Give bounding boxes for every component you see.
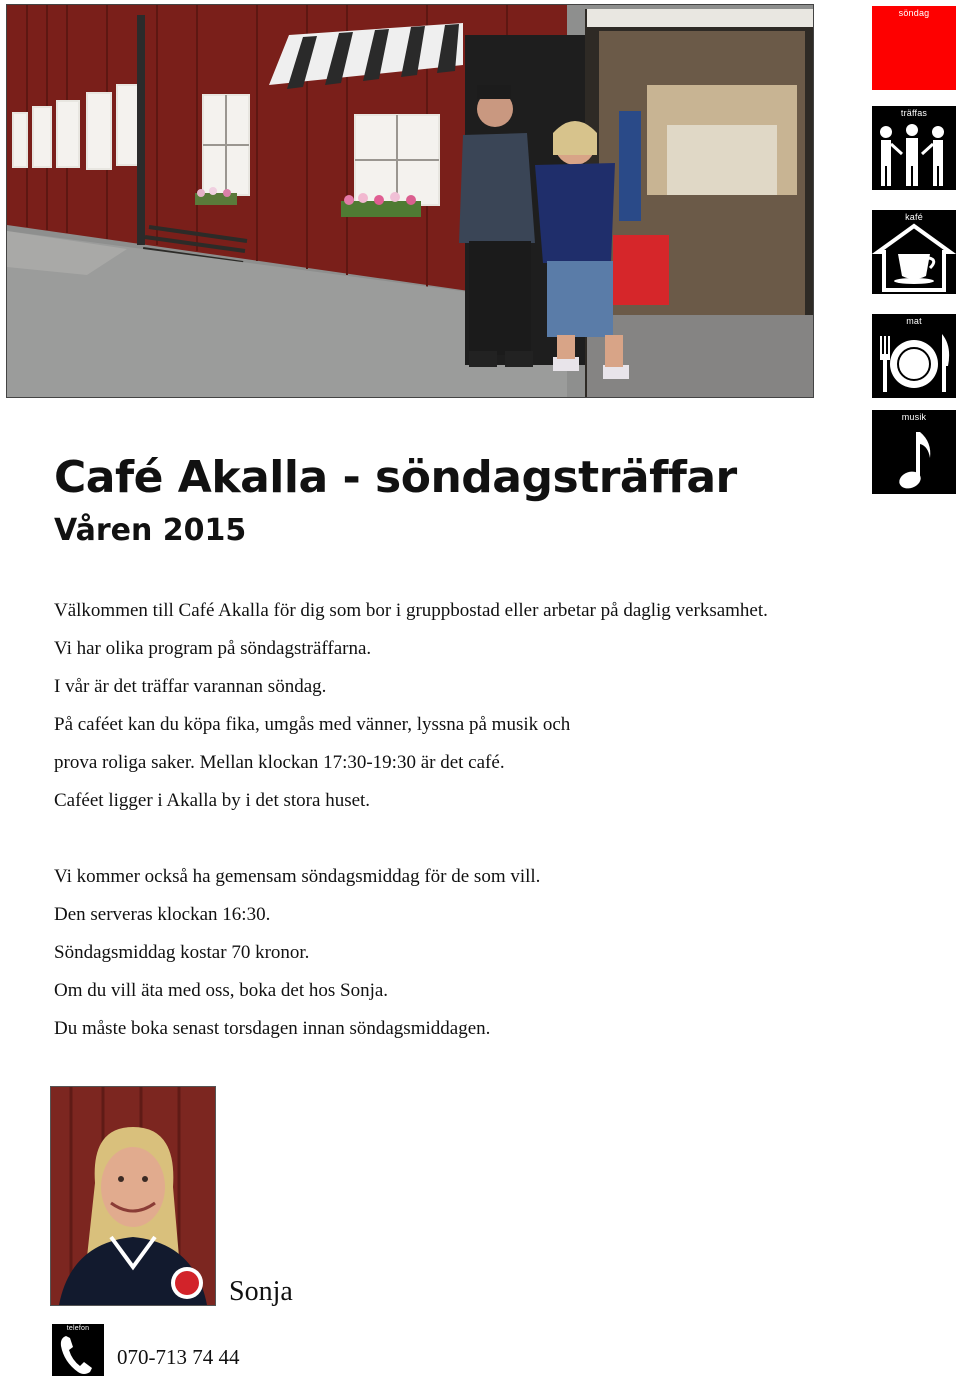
sunday-icon — [872, 6, 956, 90]
cafe-building-image — [7, 5, 813, 397]
hero-photo — [6, 4, 814, 398]
intro-line: Caféet ligger i Akalla by i det stora huset. — [54, 790, 371, 811]
page-subtitle: Våren 2015 — [54, 513, 247, 548]
people-meeting-icon — [872, 106, 956, 190]
icon-label-food: mat — [906, 316, 922, 326]
intro-line: prova roliga saker. Mellan klockan 17:30-19:30 är det café. — [54, 752, 505, 773]
contact-portrait — [50, 1086, 216, 1306]
dinner-line: Om du vill äta med oss, boka det hos Sonja. — [54, 980, 389, 1001]
body-text — [54, 592, 934, 1048]
icon-label-sunday: söndag — [898, 8, 930, 18]
paragraph-gap — [54, 820, 934, 858]
intro-line: Välkommen till Café Akalla för dig som bor i gruppbostad eller arbetar på daglig verksamhet. — [54, 600, 768, 621]
telephone-icon — [52, 1324, 104, 1376]
contact-name: Sonja — [229, 1276, 293, 1307]
intro-line: Vi har olika program på söndagsträffarna. — [54, 638, 372, 659]
coffee-cup-house-icon — [872, 210, 956, 294]
icon-label-cafe: kafé — [905, 212, 923, 222]
dinner-line: Den serveras klockan 16:30. — [54, 904, 271, 925]
icon-label-phone: telefon — [66, 1325, 90, 1332]
phone-number: 070-713 74 44 — [117, 1345, 240, 1369]
intro-line: På caféet kan du köpa fika, umgås med vänner, lyssna på musik och — [54, 714, 571, 735]
intro-line: I vår är det träffar varannan söndag. — [54, 676, 327, 697]
plate-fork-knife-icon — [872, 314, 956, 398]
dinner-line: Du måste boka senast torsdagen innan söndagsmiddagen. — [54, 1018, 491, 1039]
music-note-icon — [872, 410, 956, 494]
dinner-line: Söndagsmiddag kostar 70 kronor. — [54, 942, 310, 963]
portrait-image — [51, 1087, 215, 1305]
icon-label-music: musik — [901, 412, 927, 422]
page-title: Café Akalla - söndagsträffar — [54, 452, 737, 503]
icon-label-meet: träffas — [900, 108, 928, 118]
dinner-line: Vi kommer också ha gemensam söndagsmiddag för de som vill. — [54, 866, 541, 887]
